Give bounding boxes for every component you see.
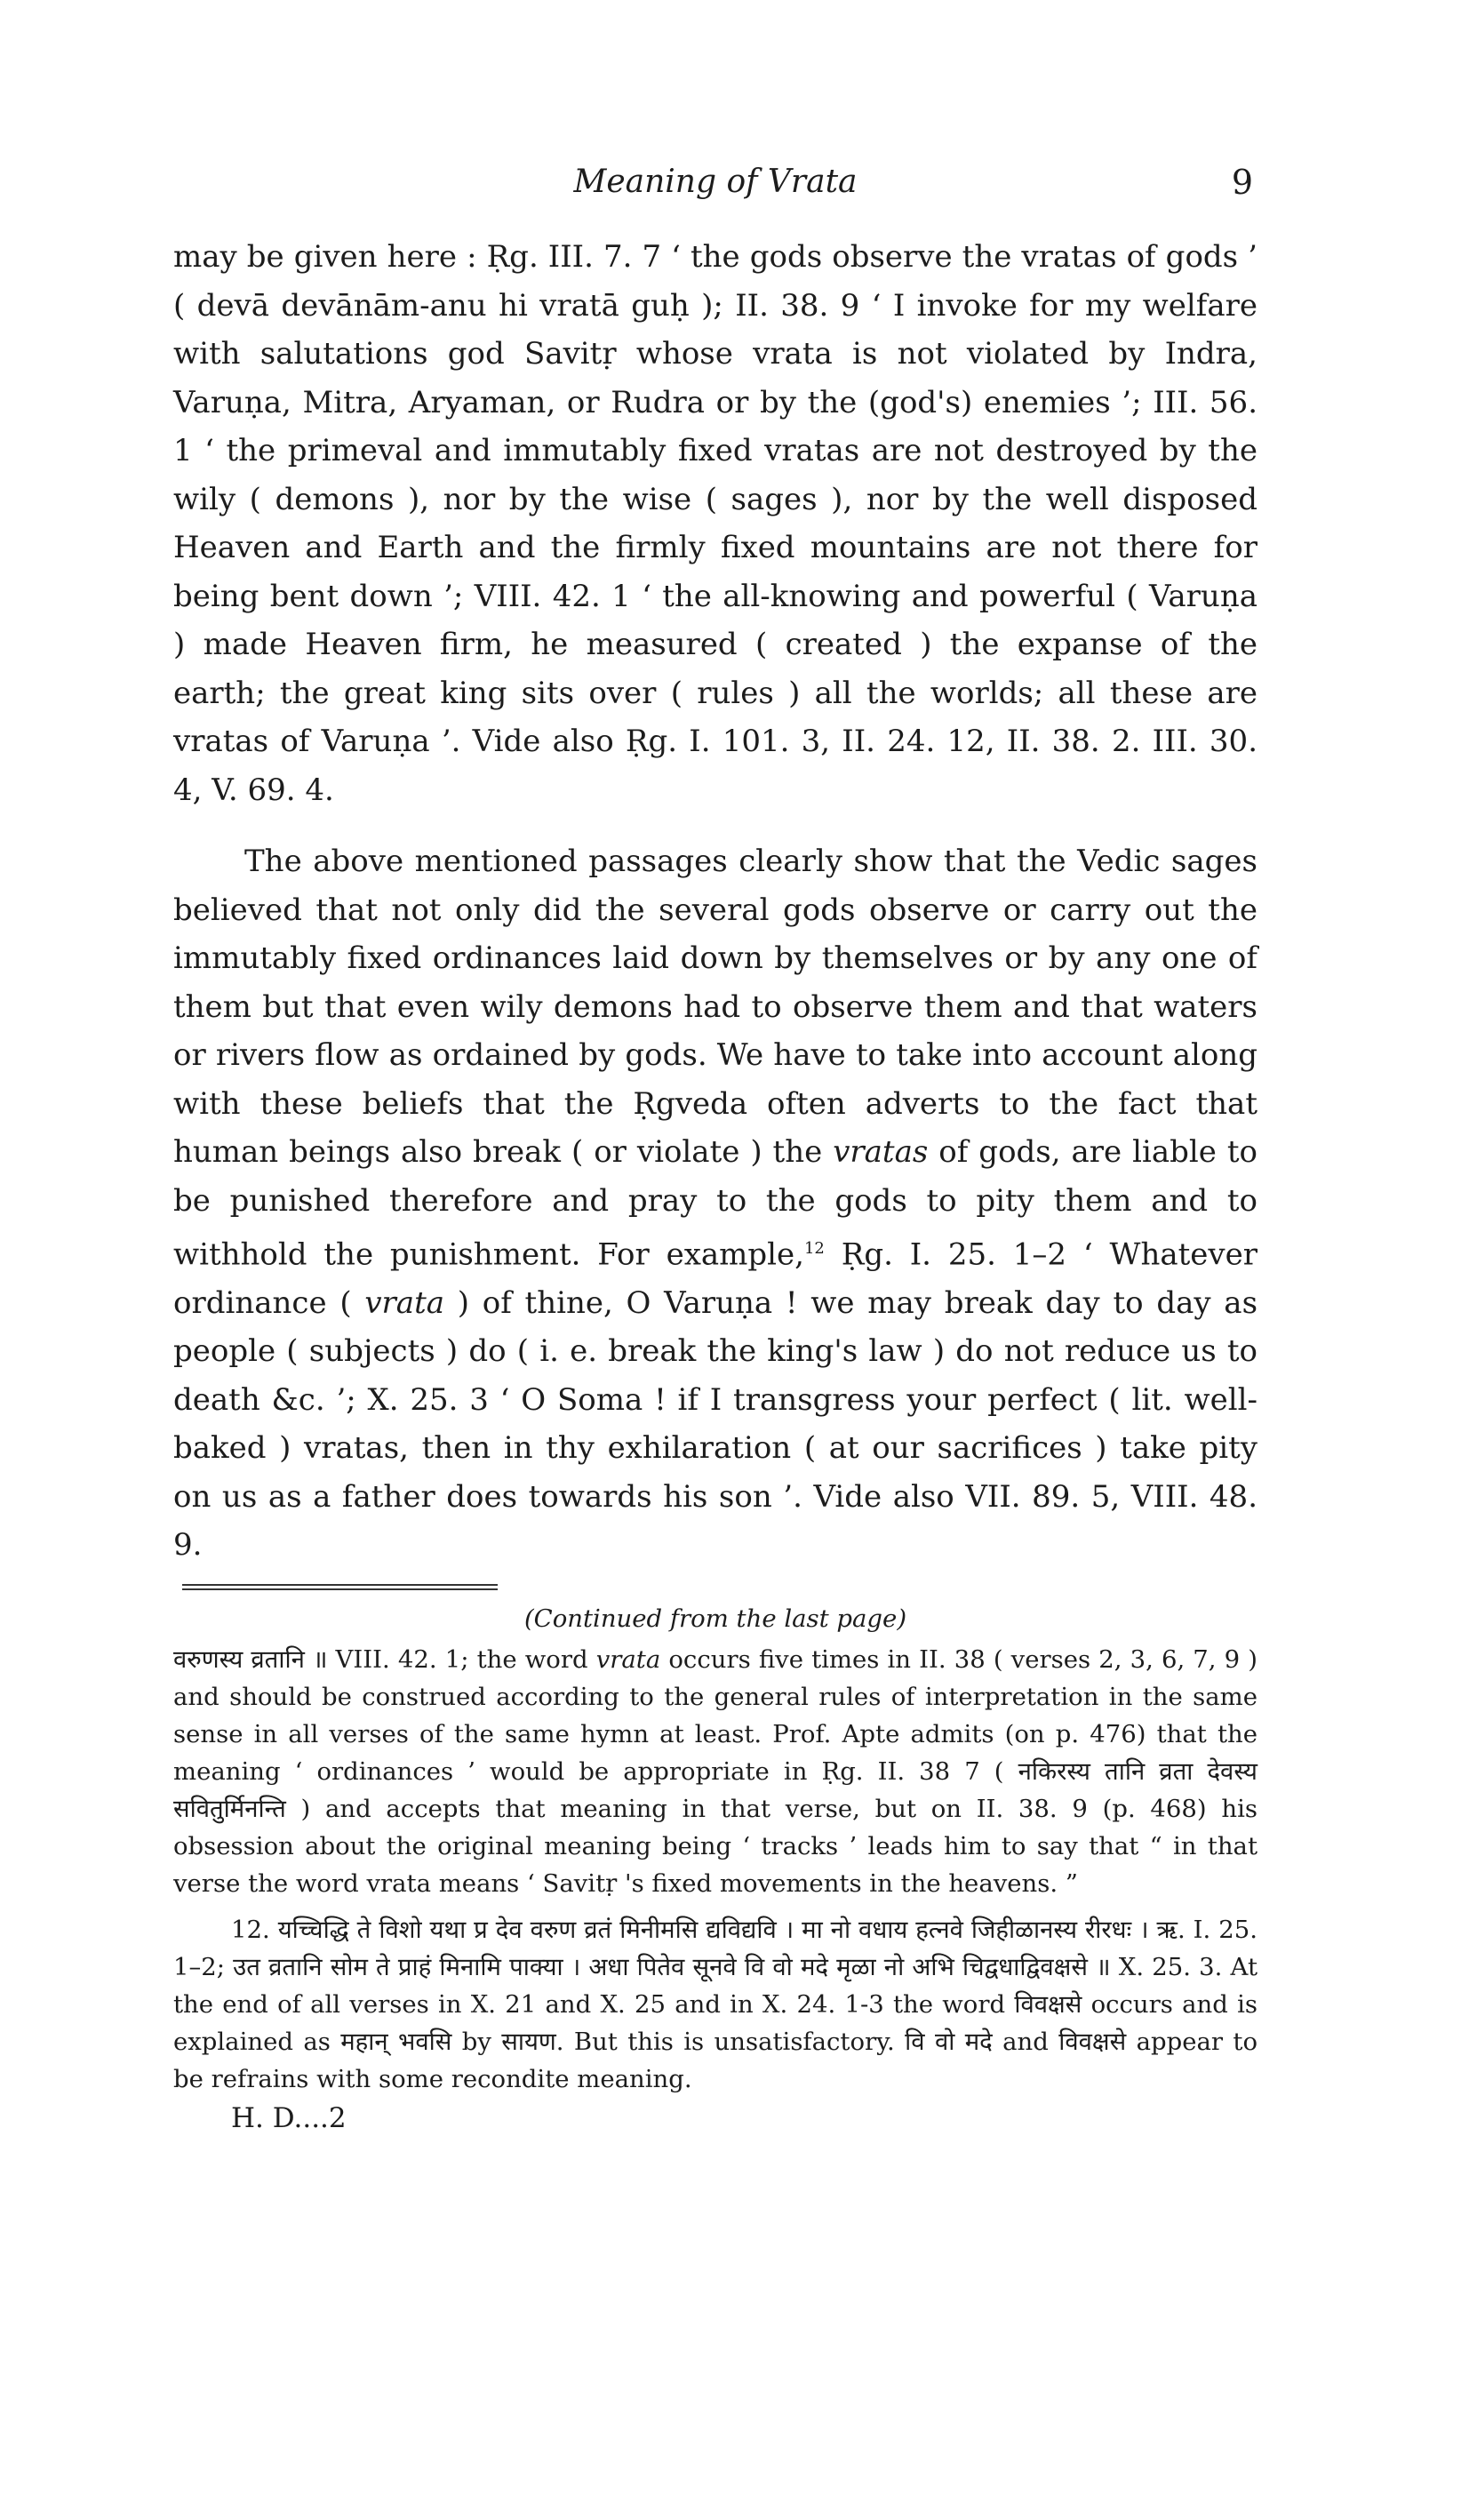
running-head xyxy=(178,160,1253,204)
italic-vrata: vrata xyxy=(364,1284,445,1321)
italic-vratas: vratas xyxy=(833,1134,929,1170)
footnote-continued xyxy=(173,1641,1257,1902)
page-number: 9 xyxy=(1231,163,1253,202)
paragraph-2-text-a: The above mentioned passages clearly show that the Vedic sages believed that not only did the several gods observe or carry out the immutably fixed ordinances laid down by themselves or by any one of them but that even wily demons had to observe them and that waters or rivers flow as ordained by gods. We have to take into account along with these beliefs that the Ṛgveda often adverts to the fact that human beings also break ( or violate ) the xyxy=(173,844,1257,1170)
paragraph-2-text-b: of gods, are liable to be punished therefore and pray to the gods to pity them and to withhold the punishment. For example, xyxy=(173,1134,1257,1273)
footnotes xyxy=(173,1600,1257,2137)
footnote-cont-b: occurs five times in II. 38 ( verses 2, 3, 6, 7, 9 ) and should be construed according to the general rules of interpretation in the same sense in all verses of the same hymn at least. Prof. Apte admits (on p. 476) that the meaning ‘ ordinances ’ would be appropriate in Ṛg. II. 38 7 ( नकिरस्य तानि व्रता देवस्य सवितुर्मिनन्ति ) and accepts that meaning in that verse, but on II. 38. 9 (p. 468) his obsession about the original meaning being ‘ tracks ’ leads him to say that “ in that verse the word vrata means ‘ Savitṛ 's fixed movements in the heavens. ” xyxy=(173,1645,1257,1898)
running-title: Meaning of Vrata xyxy=(573,164,858,200)
signature-mark: H. D....2 xyxy=(231,2102,347,2134)
footnote-12: 12. यच्चिद्धि ते विशो यथा प्र देव वरुण व्रतं मिनीमसि द्यविद्यवि । मा नो वधाय हत्नवे जिहीळानस्य रीरधः । ऋ. I. 25. 1–2; उत व्रतानि सोम ते प्राहं मिनामि पाक्या । अधा पितेव सूनवे वि वो मदे मृळा नो अभि चिद्वधाद्विवक्षसे ॥ X. 25. 3. At the end of all verses in X. 21 and X. 25 and in X. 24. 1-3 the word विवक्षसे occurs and is explained as महान् भवसि by सायण. But this is unsatisfactory. वि वो मदे and विवक्षसे appear to be refrains with some recondite meaning. xyxy=(173,1916,1257,2093)
footnote-italic-vrata: vrata xyxy=(595,1645,661,1674)
footnote-cont-a: वरुणस्य व्रतानि ॥ VIII. 42. 1; the word xyxy=(173,1645,588,1674)
paragraph-2 xyxy=(173,837,1257,1570)
footnote-rule xyxy=(182,1584,498,1593)
continued-note: (Continued from the last page) xyxy=(523,1604,907,1633)
paragraph-2-text-c: Ṛg. I. 25. 1–2 ‘ Whatever ordinance ( xyxy=(173,1236,1258,1321)
paragraph-2-text-d: ) of thine, O Varuṇa ! we may break day to day as people ( subjects ) do ( i. e. break the king's law ) do not reduce us to death &c. ’; X. 25. 3 ‘ O Soma ! if I transgress your perfect ( lit. well-baked ) vratas, then in thy exhilaration ( at our sacrifices ) take pity on us as a father does towards his son ’. Vide also VII. 89. 5, VIII. 48. 9. xyxy=(173,1284,1258,1564)
paragraph-1: may be given here : Ṛg. III. 7. 7 ‘ the gods observe the vratas of gods ’ ( devā devānām-anu hi vratā guḥ ); II. 38. 9 ‘ I invoke for my welfare with salutations god Savitṛ whose vrata is not violated by Indra, Varuṇa, Mitra, Aryaman, or Rudra or by the (god's) enemies ’; III. 56. 1 ‘ the primeval and immutably fixed vratas are not destroyed by the wily ( demons ), nor by the wise ( sages ), nor by the well disposed Heaven and Earth and the firmly fixed mountains are not there for being bent down ’; VIII. 42. 1 ‘ the all-knowing and powerful ( Varuṇa ) made Heaven firm, he measured ( created ) the expanse of the earth; the great king sits over ( rules ) all the worlds; all these are vratas of Varuṇa ’. Vide also Ṛg. I. 101. 3, II. 24. 12, II. 38. 2. III. 30. 4, V. 69. 4. xyxy=(173,239,1257,808)
footnote-ref-12: 12 xyxy=(803,1239,825,1258)
main-text xyxy=(173,233,1257,1570)
